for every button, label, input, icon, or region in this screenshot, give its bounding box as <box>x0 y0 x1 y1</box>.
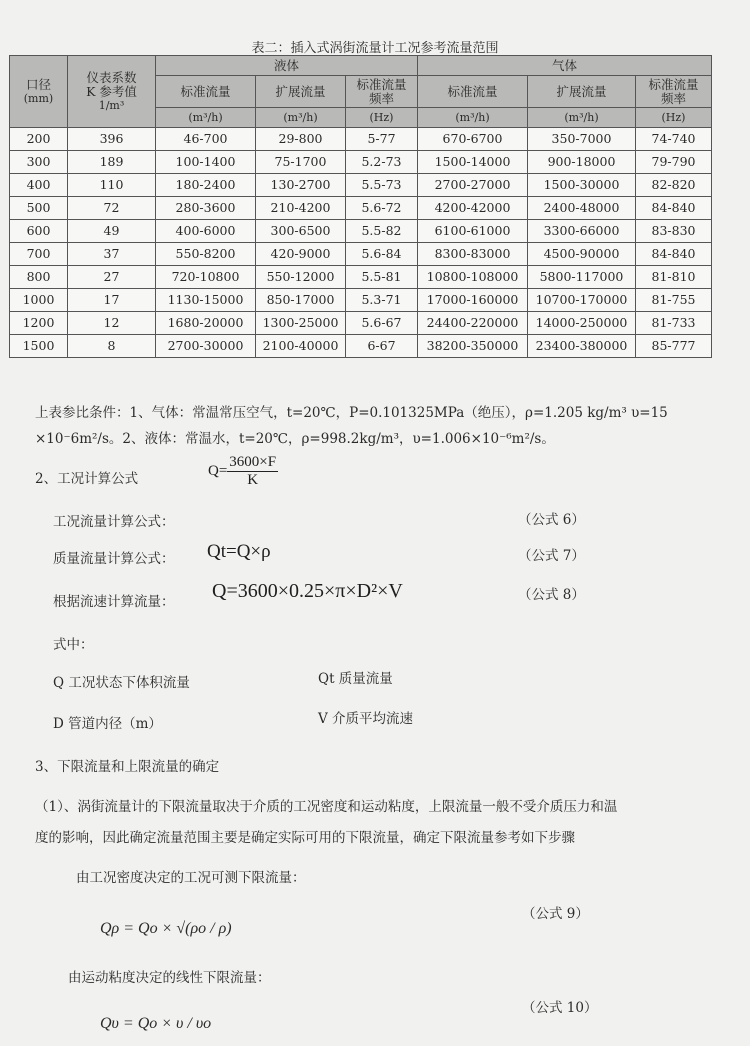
unit-gas-ext-flow: (m³/h) <box>528 108 636 128</box>
label-mass-flow: 质量流量计算公式： <box>53 551 175 567</box>
unit-gas-freq: (Hz) <box>636 108 712 128</box>
cell-gas-std-freq: 81-755 <box>636 289 712 312</box>
cell-gas-ext-flow: 3300-66000 <box>528 220 636 243</box>
cell-gas-std-flow: 2700-27000 <box>418 174 528 197</box>
cell-gas-std-flow: 8300-83000 <box>418 243 528 266</box>
header-k <box>68 56 156 128</box>
cell-gas-ext-flow: 23400-380000 <box>528 335 636 358</box>
cell-liquid-ext-flow: 2100-40000 <box>256 335 346 358</box>
formula-q-k <box>208 454 278 489</box>
cell-k-value: 27 <box>68 266 156 289</box>
definition-d: D 管道内径（m） <box>53 716 162 732</box>
table-row <box>10 312 712 335</box>
cell-liquid-std-freq: 5.5-73 <box>346 174 418 197</box>
table-row <box>10 289 712 312</box>
paragraph-1-line-2: 度的影响，因此确定流量范围主要是确定实际可用的下限流量，确定下限流量参考如下步骤 <box>35 830 575 846</box>
cell-k-value: 37 <box>68 243 156 266</box>
header-liquid-std-flow: 标准流量 <box>156 76 256 108</box>
cell-gas-ext-flow: 900-18000 <box>528 151 636 174</box>
cell-gas-std-freq: 85-777 <box>636 335 712 358</box>
cell-diameter: 300 <box>10 151 68 174</box>
cell-liquid-ext-flow: 130-2700 <box>256 174 346 197</box>
cell-gas-ext-flow: 350-7000 <box>528 128 636 151</box>
flow-range-table <box>9 55 712 358</box>
header-diameter <box>10 56 68 128</box>
header-gas-ext-flow: 扩展流量 <box>528 76 636 108</box>
formula-tag-6: （公式 6） <box>518 512 585 528</box>
header-k-label2: K 参考值 <box>86 83 137 99</box>
cell-gas-ext-flow: 1500-30000 <box>528 174 636 197</box>
cell-k-value: 72 <box>68 197 156 220</box>
cell-gas-std-freq: 74-740 <box>636 128 712 151</box>
cell-liquid-ext-flow: 1300-25000 <box>256 312 346 335</box>
formula-mass-flow: Qt=Q×ρ <box>207 541 271 562</box>
cell-diameter: 200 <box>10 128 68 151</box>
cell-gas-std-flow: 4200-42000 <box>418 197 528 220</box>
table-row <box>10 243 712 266</box>
cell-liquid-std-freq: 5.5-81 <box>346 266 418 289</box>
cell-k-value: 17 <box>68 289 156 312</box>
table-row <box>10 197 712 220</box>
table-row <box>10 128 712 151</box>
cell-diameter: 500 <box>10 197 68 220</box>
cell-gas-std-flow: 6100-61000 <box>418 220 528 243</box>
unit-gas-std-flow: (m³/h) <box>418 108 528 128</box>
formula-density-lower: Qρ = Qo × √(ρo / ρ) <box>100 920 232 937</box>
table-caption: 表二：插入式涡街流量计工况参考流量范围 <box>251 41 499 56</box>
cell-gas-ext-flow: 5800-117000 <box>528 266 636 289</box>
table-row <box>10 335 712 358</box>
cell-k-value: 189 <box>68 151 156 174</box>
paragraph-1-line-1: （1）、涡街流量计的下限流量取决于介质的工况密度和运动粘度，上限流量一般不受介质压力和温 <box>35 799 618 815</box>
cell-liquid-ext-flow: 210-4200 <box>256 197 346 220</box>
table-body <box>10 128 712 358</box>
cell-liquid-std-flow: 2700-30000 <box>156 335 256 358</box>
header-diameter-unit: (mm) <box>23 91 54 105</box>
definition-v: V 介质平均流速 <box>318 711 414 727</box>
cell-gas-std-freq: 81-810 <box>636 266 712 289</box>
cell-gas-std-flow: 670-6700 <box>418 128 528 151</box>
cell-liquid-ext-flow: 550-12000 <box>256 266 346 289</box>
header-gas-std-freq-l1: 标准流量 <box>648 76 699 92</box>
header-gas-std-flow: 标准流量 <box>418 76 528 108</box>
unit-liquid-freq: (Hz) <box>346 108 418 128</box>
header-gas-std-freq <box>636 76 712 108</box>
formula-q-lhs: Q= <box>208 462 228 479</box>
cell-diameter: 1200 <box>10 312 68 335</box>
formula-q-fraction <box>227 454 278 489</box>
cell-liquid-ext-flow: 75-1700 <box>256 151 346 174</box>
cell-liquid-std-flow: 46-700 <box>156 128 256 151</box>
cell-liquid-std-freq: 5.3-71 <box>346 289 418 312</box>
cell-k-value: 110 <box>68 174 156 197</box>
cell-liquid-std-flow: 280-3600 <box>156 197 256 220</box>
table-row <box>10 220 712 243</box>
cell-k-value: 396 <box>68 128 156 151</box>
cell-gas-ext-flow: 10700-170000 <box>528 289 636 312</box>
cell-liquid-std-flow: 400-6000 <box>156 220 256 243</box>
where-label: 式中： <box>53 637 94 653</box>
cell-liquid-std-freq: 5.6-72 <box>346 197 418 220</box>
cell-liquid-std-freq: 5.6-67 <box>346 312 418 335</box>
formula-tag-9: （公式 9） <box>522 906 589 922</box>
formula-viscosity-lower: Qυ = Qo × υ / υo <box>100 1015 212 1032</box>
definition-q: Q 工况状态下体积流量 <box>53 675 190 691</box>
formula-q-numerator: 3600×F <box>229 454 277 470</box>
cell-liquid-std-freq: 5.2-73 <box>346 151 418 174</box>
label-density-lower: 由工况密度决定的工况可测下限流量： <box>76 870 306 886</box>
formula-velocity-flow: Q=3600×0.25×π×D²×V <box>212 580 403 602</box>
cell-gas-std-freq: 82-820 <box>636 174 712 197</box>
header-k-label: 仪表系数 <box>86 69 137 85</box>
definition-qt: Qt 质量流量 <box>318 671 393 687</box>
section-3-title: 3、下限流量和上限流量的确定 <box>35 759 220 775</box>
header-k-unit: 1/m³ <box>98 98 125 112</box>
header-liquid-std-freq-l2: 频率 <box>368 90 394 106</box>
cell-diameter: 400 <box>10 174 68 197</box>
formula-q-denominator: K <box>247 472 259 488</box>
label-viscosity-lower: 由运动粘度决定的线性下限流量： <box>68 970 271 986</box>
cell-diameter: 1000 <box>10 289 68 312</box>
cell-gas-std-freq: 84-840 <box>636 197 712 220</box>
cell-liquid-std-flow: 180-2400 <box>156 174 256 197</box>
cell-gas-std-flow: 24400-220000 <box>418 312 528 335</box>
section-2-title: 2、工况计算公式 <box>35 471 139 487</box>
cell-diameter: 700 <box>10 243 68 266</box>
table-row <box>10 174 712 197</box>
cell-k-value: 49 <box>68 220 156 243</box>
cell-liquid-std-freq: 6-67 <box>346 335 418 358</box>
cell-liquid-std-freq: 5-77 <box>346 128 418 151</box>
header-liquid-std-freq <box>346 76 418 108</box>
header-liquid: 液体 <box>156 56 418 76</box>
header-liquid-ext-flow: 扩展流量 <box>256 76 346 108</box>
label-work-flow: 工况流量计算公式： <box>53 514 175 530</box>
cell-liquid-ext-flow: 420-9000 <box>256 243 346 266</box>
cell-liquid-std-flow: 1680-20000 <box>156 312 256 335</box>
cell-diameter: 600 <box>10 220 68 243</box>
cell-liquid-std-flow: 1130-15000 <box>156 289 256 312</box>
cell-gas-std-freq: 83-830 <box>636 220 712 243</box>
cell-gas-std-freq: 81-733 <box>636 312 712 335</box>
header-gas-std-freq-l2: 频率 <box>660 90 686 106</box>
formula-tag-8: （公式 8） <box>518 587 585 603</box>
cell-gas-ext-flow: 4500-90000 <box>528 243 636 266</box>
formula-tag-10: （公式 10） <box>522 1000 598 1016</box>
cell-gas-ext-flow: 14000-250000 <box>528 312 636 335</box>
cell-liquid-ext-flow: 29-800 <box>256 128 346 151</box>
cell-gas-std-flow: 1500-14000 <box>418 151 528 174</box>
cell-liquid-std-flow: 550-8200 <box>156 243 256 266</box>
header-liquid-std-freq-l1: 标准流量 <box>356 76 407 92</box>
cell-diameter: 800 <box>10 266 68 289</box>
unit-liquid-std-flow: (m³/h) <box>156 108 256 128</box>
header-gas: 气体 <box>418 56 712 76</box>
cell-k-value: 12 <box>68 312 156 335</box>
cell-gas-std-freq: 84-840 <box>636 243 712 266</box>
table-row <box>10 151 712 174</box>
cell-gas-std-flow: 38200-350000 <box>418 335 528 358</box>
unit-liquid-ext-flow: (m³/h) <box>256 108 346 128</box>
header-diameter-label: 口径 <box>25 76 51 92</box>
cell-liquid-std-flow: 100-1400 <box>156 151 256 174</box>
cell-k-value: 8 <box>68 335 156 358</box>
conditions-line-1: 上表参比条件：1、气体：常温常压空气，t=20℃，P=0.101325MPa（绝压），ρ=1.205 kg/m³ υ=15 <box>35 405 668 421</box>
cell-liquid-ext-flow: 850-17000 <box>256 289 346 312</box>
cell-gas-std-flow: 10800-108000 <box>418 266 528 289</box>
cell-gas-std-freq: 79-790 <box>636 151 712 174</box>
table-row <box>10 266 712 289</box>
cell-gas-ext-flow: 2400-48000 <box>528 197 636 220</box>
cell-liquid-std-freq: 5.5-82 <box>346 220 418 243</box>
cell-gas-std-flow: 17000-160000 <box>418 289 528 312</box>
cell-liquid-std-freq: 5.6-84 <box>346 243 418 266</box>
cell-diameter: 1500 <box>10 335 68 358</box>
label-velocity-flow: 根据流速计算流量： <box>53 594 175 610</box>
cell-liquid-ext-flow: 300-6500 <box>256 220 346 243</box>
formula-tag-7: （公式 7） <box>518 548 585 564</box>
conditions-line-2: ×10⁻6m²/s。2、液体：常温水，t=20℃，ρ=998.2kg/m³，υ=1.006×10⁻⁶m²/s。 <box>35 431 555 447</box>
cell-liquid-std-flow: 720-10800 <box>156 266 256 289</box>
